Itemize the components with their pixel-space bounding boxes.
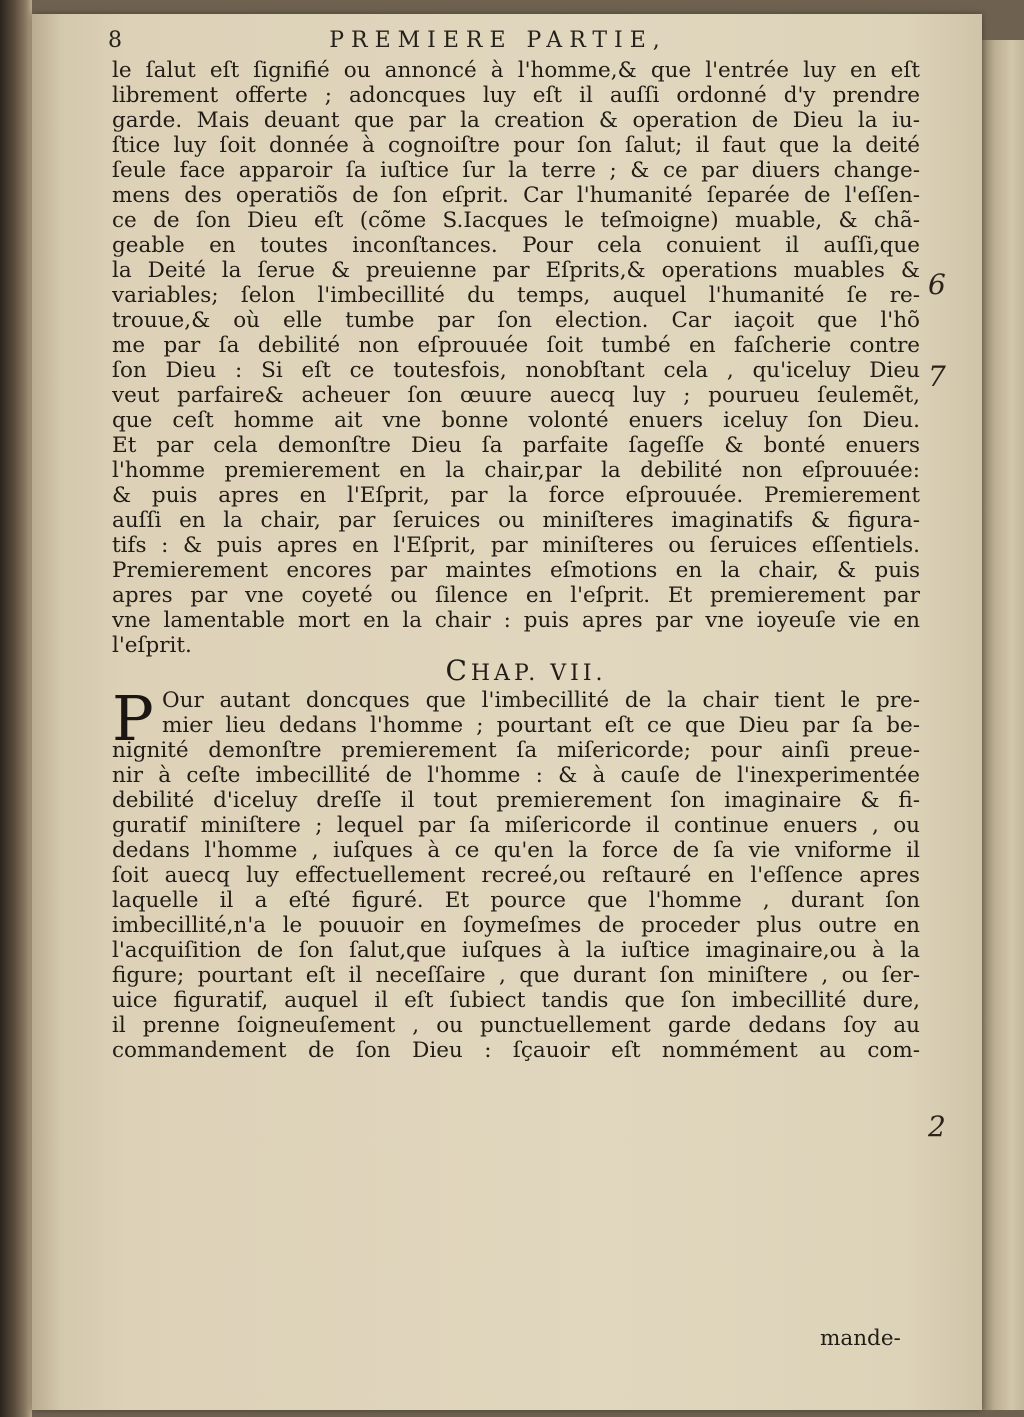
- chapter-body: [112, 682, 920, 1063]
- text-line: Et par cela demonſtre Dieu ſa parfaite ſageſſe & bonté enuers: [112, 433, 920, 458]
- page-header: [78, 24, 918, 58]
- text-block: [112, 58, 920, 1063]
- text-line: uice figuratif, auquel il eſt ſubiect tandis que ſon imbecillité dure,: [112, 988, 920, 1013]
- chapter-heading: [112, 654, 920, 688]
- text-line: ce de ſon Dieu eſt (cõme S.Iacques le teſmoigne) muable, & chã-: [112, 208, 920, 233]
- text-line: garde. Mais deuant que par la creation & operation de Dieu la iu-: [112, 108, 920, 133]
- text-line: trouue,& où elle tumbe par ſon election. Car iaçoit que l'hõ: [112, 308, 920, 333]
- text-line: nir à ceſte imbecillité de l'homme : & à cauſe de l'inexperimentée: [112, 763, 920, 788]
- text-line: auſſi en la chair, par ſeruices ou miniſteres imaginatifs & figura-: [112, 508, 920, 533]
- text-line: Premierement encores par maintes eſmotions en la chair, & puis: [112, 558, 920, 583]
- text-line: figure; pourtant eſt il neceſſaire , que durant ſon miniſtere , ou ſer-: [112, 963, 920, 988]
- drop-cap: P: [112, 682, 154, 755]
- text-line: l'eſprit.: [112, 633, 192, 658]
- text-line: il prenne ſoigneuſement , ou punctuellement garde dedans ſoy au: [112, 1013, 920, 1038]
- text-line: ſeule face apparoir ſa iuſtice ſur la terre ; & ce par diuers change-: [112, 158, 920, 183]
- margin-note-7: 7: [928, 360, 946, 393]
- text-line: me par ſa debilité non eſprouuée ſoit tumbé en faſcherie contre: [112, 333, 920, 358]
- chapter-heading-rest: HAP. VII.: [470, 661, 607, 686]
- text-line: imbecillité,n'a le pouuoir en ſoymeſmes de proceder plus outre en: [112, 913, 920, 938]
- text-line: commandement de ſon Dieu : ſçauoir eſt nommément au com-: [112, 1038, 920, 1063]
- text-line: vne lamentable mort en la chair : puis apres par vne ioyeuſe vie en: [112, 608, 920, 633]
- paragraph-1: [112, 58, 920, 658]
- text-line: l'acquiſition de ſon ſalut,que iuſques à la iuſtice imaginaire,ou à la: [112, 938, 920, 963]
- text-line: debilité d'iceluy dreſſe il tout premierement ſon imaginaire & fi-: [112, 788, 920, 813]
- text-line: mier lieu dedans l'homme ; pourtant eſt ce que Dieu par ſa be-: [162, 713, 920, 738]
- text-line: Our autant doncques que l'imbecillité de la chair tient le pre-: [162, 688, 920, 713]
- text-line: apres par vne coyeté ou ſilence en l'eſprit. Et premierement par: [112, 583, 920, 608]
- text-line: tifs : & puis apres en l'Eſprit, par miniſteres ou ſeruices eſſentiels.: [112, 533, 920, 558]
- text-line: l'homme premierement en la chair,par la debilité non eſprouuée:: [112, 458, 920, 483]
- text-line: ſoit auecq luy effectuellement recreé,ou reſtauré en l'eſſence apres: [112, 863, 920, 888]
- text-line: nignité demonſtre premierement ſa miſericorde; pour ainſi preue-: [112, 738, 920, 763]
- text-line: ſon Dieu : Si eſt ce toutesfois, nonobſtant cela , qu'iceluy Dieu: [112, 358, 920, 383]
- facing-page-edge: [982, 40, 1024, 1410]
- book-spine: [0, 0, 32, 1417]
- catchword: mande-: [820, 1326, 901, 1351]
- text-line: dedans l'homme , iuſques à ce qu'en la force de ſa vie vniforme il: [112, 838, 920, 863]
- text-line: laquelle il a eſté figuré. Et pource que l'homme , durant ſon: [112, 888, 920, 913]
- text-line: librement offerte ; adoncques luy eſt il auſſi ordonné d'y prendre: [112, 83, 920, 108]
- text-line: variables; ſelon l'imbecillité du temps, auquel l'humanité ſe re-: [112, 283, 920, 308]
- text-line: le ſalut eſt ſignifié ou annoncé à l'homme,& que l'entrée luy en eſt: [112, 58, 920, 83]
- text-line: mens des operatiõs de ſon eſprit. Car l'humanité ſeparée de l'eſſen-: [112, 183, 920, 208]
- text-line: la Deité la ſerue & preuienne par Eſprits,& operations muables &: [112, 258, 920, 283]
- running-head: PREMIERE PARTIE,: [329, 28, 667, 53]
- margin-note-6: 6: [928, 268, 946, 301]
- text-line: ſtice luy ſoit donnée à cognoiſtre pour ſon ſalut; il faut que la deité: [112, 133, 920, 158]
- margin-note-2: 2: [928, 1110, 946, 1143]
- text-line: que ceſt homme ait vne bonne volonté enuers iceluy ſon Dieu.: [112, 408, 920, 433]
- chapter-heading-cap: C: [445, 654, 471, 687]
- text-line: guratif miniſtere ; lequel par ſa miſericorde il continue enuers , ou: [112, 813, 920, 838]
- paragraph-2: [112, 682, 920, 1063]
- text-line: veut parfaire& acheuer ſon œuure auecq luy ; pourueu ſeulemẽt,: [112, 383, 920, 408]
- text-line: & puis apres en l'Eſprit, par la force eſprouuée. Premierement: [112, 483, 920, 508]
- page-number: 8: [108, 28, 122, 53]
- text-line: geable en toutes inconſtances. Pour cela conuient il auſſi,que: [112, 233, 920, 258]
